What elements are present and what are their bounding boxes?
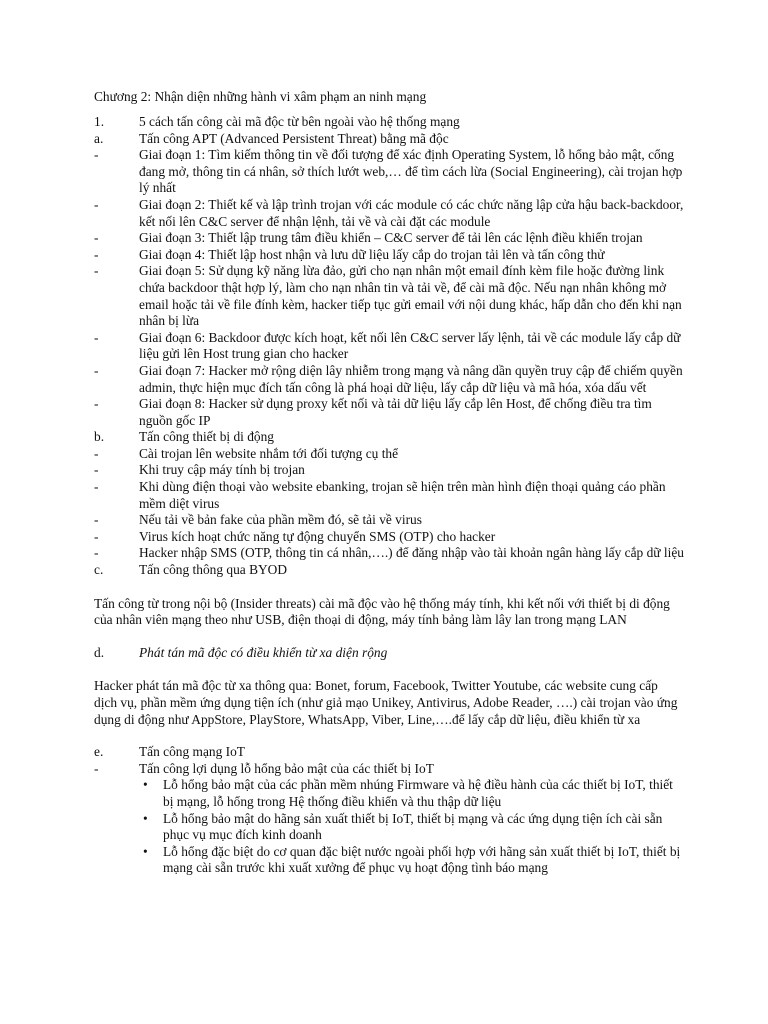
list-item: [94, 396, 684, 429]
dash-marker: -: [94, 230, 99, 246]
dash-marker: -: [94, 479, 99, 495]
bullet-text: Lỗ hổng bảo mật do hãng sản xuất thiết bị IoT, thiết bị mạng và các ứng dụng tiện ích cài sẵn phục vụ mục đích kinh doanh: [163, 810, 663, 843]
list-item-text: Giai đoạn 5: Sử dụng kỹ năng lừa đảo, gửi cho nạn nhân một email đính kèm file hoặc đường link chứa backdoor thật hợp lý, làm cho nạn nhân tin và tải về, để cài mã độc. Nếu nạn nhân không mở email hoặc tải về file đính kèm, hacker tiếp tục gửi email với nội dung khác, hấp dẫn cho đến khi nạn nhân bị lừa: [139, 263, 682, 329]
bullet-marker: •: [143, 843, 148, 859]
section-marker: d.: [94, 644, 105, 660]
list-item-text: Tấn công lợi dụng lỗ hổng bảo mật của các thiết bị IoT: [139, 760, 434, 776]
list-item-text: Nếu tải về bản fake của phần mềm đó, sẽ tải về virus: [139, 512, 422, 528]
list-item-text: Giai đoạn 2: Thiết kế và lập trình trojan với các module có các chức năng lập cửa hậu back-backdoor, kết nối lên C&C server để nhận lệnh, tải về và cài đặt các module: [139, 196, 684, 229]
bullet-marker: •: [143, 810, 148, 826]
list-item-text: Khi truy cập máy tính bị trojan: [139, 462, 305, 478]
bullet-item: [94, 844, 684, 877]
dash-marker: -: [94, 396, 99, 412]
dash-marker: -: [94, 147, 99, 163]
section-marker: b.: [94, 429, 105, 445]
section-d-title: [94, 645, 684, 662]
section-title: Tấn công APT (Advanced Persistent Threat) bằng mã độc: [139, 130, 449, 146]
section-c-title: [94, 562, 684, 579]
dash-marker: -: [94, 545, 99, 561]
dash-marker: -: [94, 512, 99, 528]
list-marker: 1.: [94, 114, 105, 129]
list-item-text: Giai đoạn 6: Backdoor được kích hoạt, kết nối lên C&C server lấy lệnh, tải về các module lấy cắp dữ liệu gửi lên Host trung gian cho hacker: [139, 329, 681, 362]
section-marker: c.: [94, 562, 104, 578]
list-item-text: Cài trojan lên website nhắm tới đối tượng cụ thể: [139, 445, 399, 461]
list-item-text: Giai đoạn 4: Thiết lập host nhận và lưu dữ liệu lấy cắp do trojan tải lên và tấn công thử: [139, 246, 605, 262]
dash-marker: -: [94, 263, 99, 279]
section-title: Tấn công thông qua BYOD: [139, 562, 288, 578]
dash-marker: -: [94, 246, 99, 262]
bullet-marker: •: [143, 777, 148, 793]
list-item-text: Khi dùng điện thoại vào website ebanking, trojan sẽ hiện trên màn hình điện thoại quảng cáo phần mềm diệt virus: [139, 479, 666, 511]
list-item: [94, 446, 684, 463]
document-body: [94, 114, 684, 877]
section-d-paragraph: Hacker phát tán mã độc từ xa thông qua: Bonet, forum, Facebook, Twitter Youtube, các website cung cấp dịch vụ, phần mềm ứng dụng tiện ích (như giả mạo Unikey, Antivirus, Adobe Reader, ….) cài trojan vào ứng dụng di động như AppStore, PlayStore, WhatsApp, Viber, Line,….để lấy cắp dữ liệu, điều khiển từ xa: [94, 678, 678, 727]
section-marker: a.: [94, 130, 104, 146]
list-item: [94, 512, 684, 529]
section-title: Tấn công mạng IoT: [139, 744, 245, 760]
list-item: [94, 330, 684, 363]
dash-marker: -: [94, 329, 99, 345]
dash-marker: -: [94, 462, 99, 478]
list-item-text: Giai đoạn 8: Hacker sử dụng proxy kết nối và tải dữ liệu lấy cắp lên Host, để chống điều tra tìm nguồn gốc IP: [139, 396, 652, 428]
dash-marker: -: [94, 362, 99, 378]
chapter-heading: Chương 2: Nhận diện những hành vi xâm phạm an ninh mạng: [94, 89, 427, 104]
section-title: Phát tán mã độc có điều khiển từ xa diện rộng: [139, 644, 388, 660]
dash-marker: -: [94, 528, 99, 544]
list-item-text: Hacker nhập SMS (OTP, thông tin cá nhân,….) để đăng nhập vào tài khoản ngân hàng lấy cắp dữ liệu: [139, 545, 684, 561]
list-item: [94, 479, 684, 512]
section-marker: e.: [94, 744, 104, 760]
list-item: [94, 761, 684, 778]
dash-marker: -: [94, 760, 99, 776]
bullet-text: Lỗ hổng bảo mật của các phần mềm nhúng Firmware và hệ điều hành của các thiết bị IoT, thiết bị mạng, lỗ hổng trong Hệ thống điều khiển và thu thập dữ liệu: [163, 777, 673, 809]
list-item-text: Giai đoạn 1: Tìm kiếm thông tin về đối tượng để xác định Operating System, lỗ hổng bảo mật, cổng đang mở, thông tin cá nhân, sở thích lướt web,… để tìm cách lừa (Social Engineering), cài trojan hợp lý nhất: [139, 147, 683, 196]
dash-marker: -: [94, 445, 99, 461]
list-item: [94, 263, 684, 329]
section-c-paragraph: Tấn công từ trong nội bộ (Insider threats) cài mã độc vào hệ thống máy tính, khi kết nối với thiết bị di động của nhân viên mạng theo như USB, điện thoại di động, máy tính bảng làm lây lan trong mạng LAN: [94, 595, 670, 628]
section-b-title: [94, 429, 684, 446]
list-item: [94, 247, 684, 264]
list-item: [94, 147, 684, 197]
list-item: [94, 545, 684, 562]
list-item-text: Giai đoạn 7: Hacker mở rộng diện lây nhiễm trong mạng và nâng dần quyền truy cập để chiếm quyền admin, thực hiện mục đích tấn công là phá hoại dữ liệu, lấy cắp dữ liệu và mã hóa, xóa dấu vết: [139, 362, 683, 395]
list-item: [94, 197, 684, 230]
list-item: [94, 462, 684, 479]
bullet-item: [94, 811, 684, 844]
dash-marker: -: [94, 196, 99, 212]
numbered-item-1: [94, 114, 684, 131]
list-item: [94, 529, 684, 546]
bullet-text: Lỗ hổng đặc biệt do cơ quan đặc biệt nước ngoài phối hợp với hãng sản xuất thiết bị IoT, thiết bị mạng cài sẵn trước khi xuất xưởng để phục vụ hoạt động tình báo mạng: [163, 843, 681, 876]
list-item-text: Giai đoạn 3: Thiết lập trung tâm điều khiển – C&C server để tải lên các lệnh điều khiển trojan: [139, 230, 643, 246]
item-text: 5 cách tấn công cài mã độc từ bên ngoài vào hệ thống mạng: [139, 114, 460, 129]
section-a-title: [94, 131, 684, 148]
section-e-title: [94, 744, 684, 761]
list-item: [94, 230, 684, 247]
list-item-text: Virus kích hoạt chức năng tự động chuyển SMS (OTP) cho hacker: [139, 528, 496, 544]
section-title: Tấn công thiết bị di động: [139, 429, 274, 445]
list-item: [94, 363, 684, 396]
bullet-item: [94, 777, 684, 810]
